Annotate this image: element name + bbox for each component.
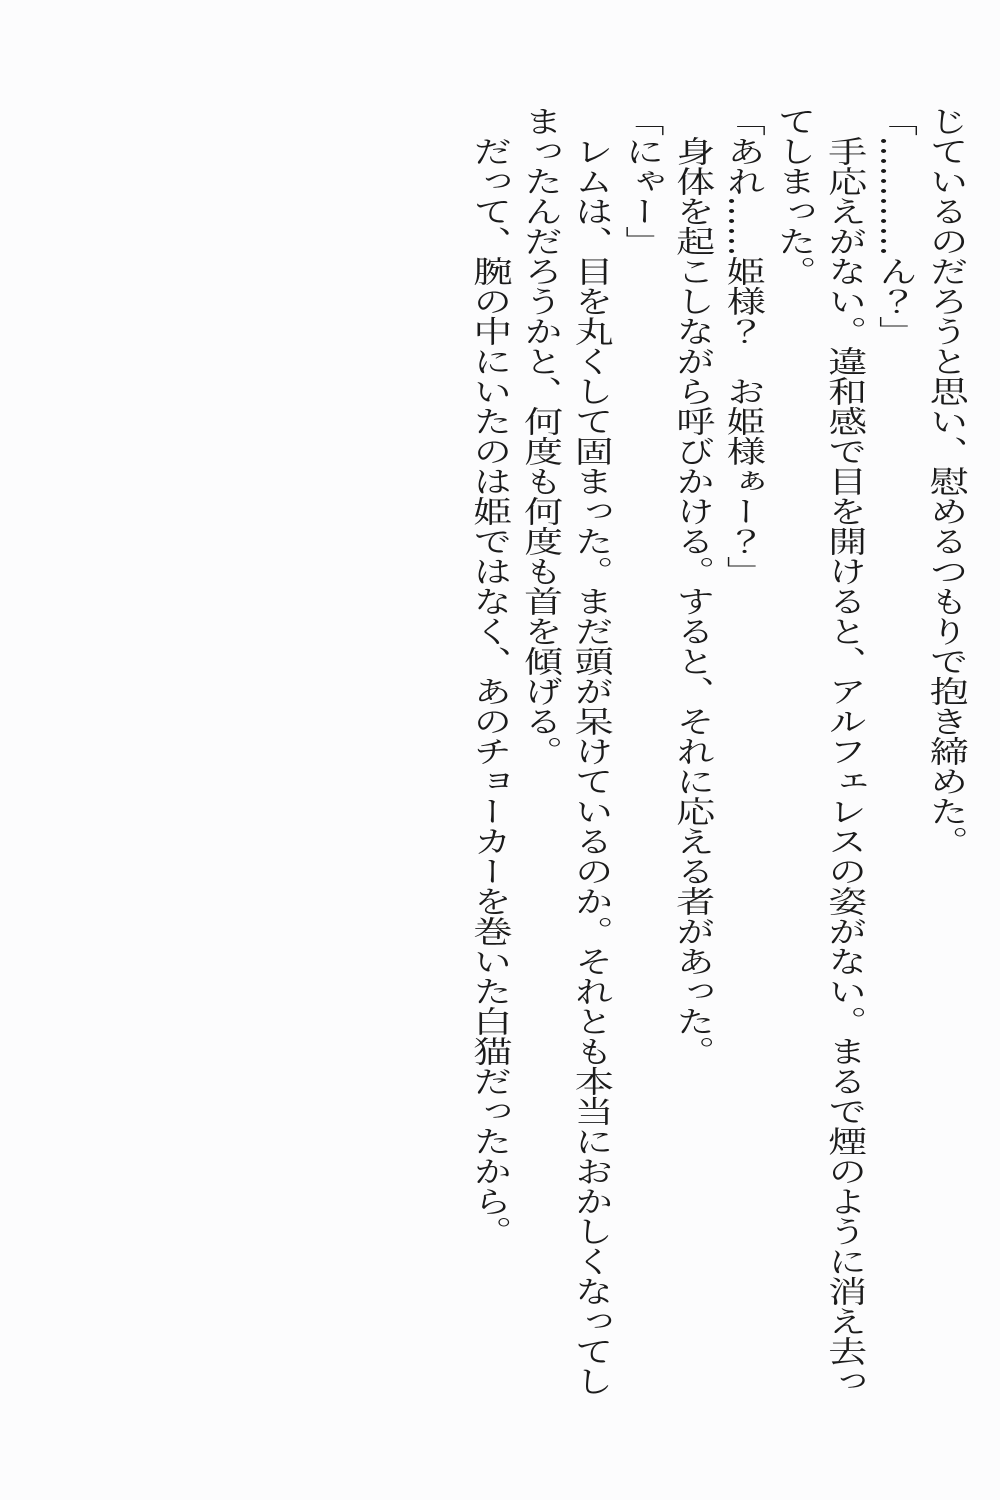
vertical-text-block xyxy=(463,106,970,1401)
paragraph-narration-no-response: 手応えがない。違和感で目を開けると、アルフェレスの姿がない。まるで煙のように消え去ってしまった。 xyxy=(769,106,866,1396)
paragraph-narration-white-cat: だって、腕の中にいたのは姫ではなく、あのチョーカーを巻いた白猫だったから。 xyxy=(465,136,512,1246)
paragraph-narration-sitting-up: 身体を起こしながら呼びかける。すると、それに応える者があった。 xyxy=(668,136,714,1066)
paragraph-narration-rem-frozen: レムは、目を丸くして固まった。まだ頭が呆けているのか。それとも本当におかしくなってしまったんだろうかと、何度も何度も首を傾げる。 xyxy=(516,106,613,1396)
paragraph-dialogue-meow: 「にゃー」 xyxy=(617,106,664,256)
paragraph-dialogue-hmm: 「…………ん？」 xyxy=(871,106,917,346)
paragraph-narration-continued: じているのだろうと思い、慰めるつもりで抱き締めた。 xyxy=(921,106,968,856)
paragraph-dialogue-calling-princess: 「あれ……姫様？ お姫様ぁー？」 xyxy=(719,106,765,586)
